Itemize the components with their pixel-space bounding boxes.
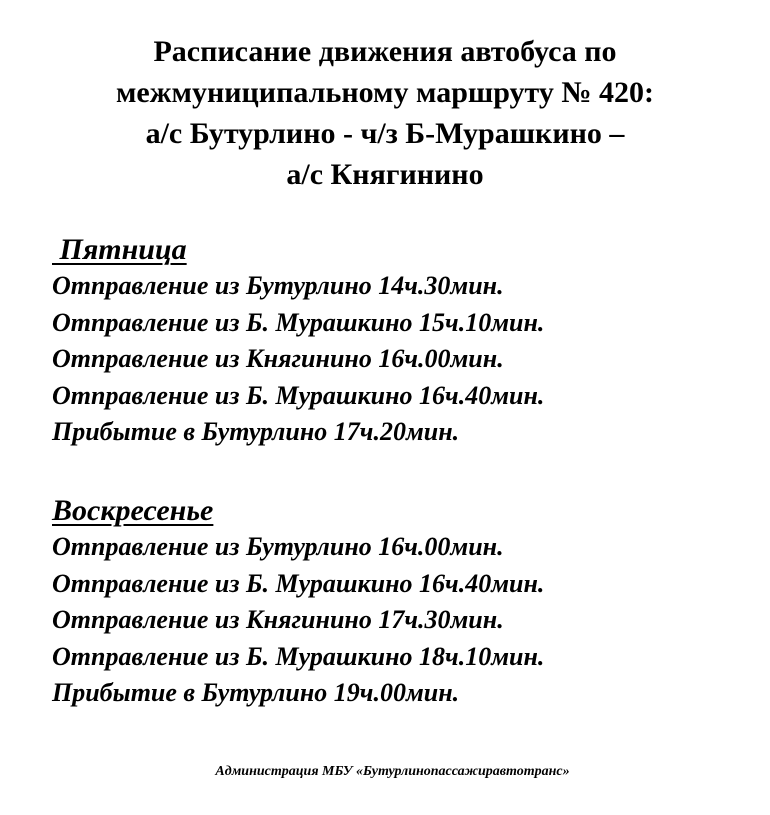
- sunday-heading: Воскресенье: [52, 494, 214, 527]
- trip-entry: Отправление из Княгинино 17ч.30мин.: [52, 605, 504, 634]
- trip-entry: Отправление из Б. Мурашкино 18ч.10мин.: [52, 641, 545, 671]
- trip-entry: Прибытие в Бутурлино 17ч.20мин.: [52, 417, 460, 446]
- trip-entry: Отправление из Княгинино 16ч.00мин.: [52, 344, 504, 373]
- footer-credit: Администрация МБУ «Бутурлинопассажиравтотранс»: [215, 764, 570, 779]
- title-line-3: а/с Бутурлино - ч/з Б-Мурашкино –: [145, 117, 625, 150]
- schedule-title: [0, 31, 770, 195]
- trip-entry: Отправление из Бутурлино 16ч.00мин.: [52, 532, 504, 561]
- trip-entry: Прибытие в Бутурлино 19ч.00мин.: [52, 678, 460, 707]
- sunday-schedule: [52, 493, 752, 712]
- trip-entry: Отправление из Б. Мурашкино 16ч.40мин.: [52, 568, 545, 598]
- friday-trip-list: [52, 268, 752, 451]
- title-line-1: Расписание движения автобуса по: [153, 35, 617, 68]
- title-line-4: а/с Княгинино: [286, 158, 484, 191]
- trip-entry: Отправление из Б. Мурашкино 16ч.40мин.: [52, 380, 545, 410]
- friday-schedule: [52, 232, 752, 451]
- trip-entry: Отправление из Бутурлино 14ч.30мин.: [52, 271, 504, 300]
- sunday-trip-list: [52, 529, 752, 712]
- title-line-2: межмуниципальному маршруту № 420:: [116, 76, 654, 109]
- friday-heading: Пятница: [52, 233, 187, 266]
- trip-entry: Отправление из Б. Мурашкино 15ч.10мин.: [52, 307, 545, 337]
